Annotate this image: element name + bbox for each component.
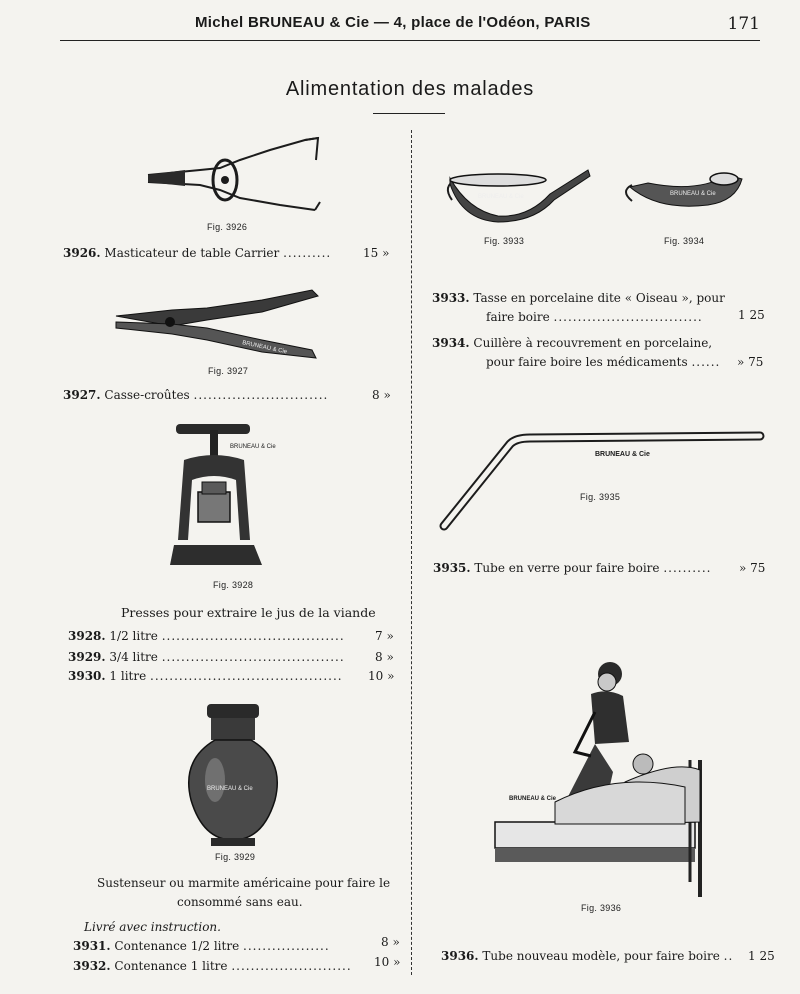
- item-dots: ..........: [283, 246, 332, 260]
- fig-3935-caption: Fig. 3935: [580, 492, 621, 502]
- press-stamp: BRUNEAU & Cie: [230, 444, 276, 450]
- item-3934-price: » 75: [737, 355, 764, 369]
- header-rule: [60, 40, 760, 41]
- item-3927-price: 8 »: [372, 388, 391, 402]
- item-number: 3932.: [73, 959, 111, 973]
- list-item: [68, 669, 343, 683]
- column-divider: [411, 130, 412, 975]
- masticator-illustration: [140, 130, 330, 225]
- item-number: 3926.: [63, 246, 101, 260]
- covered-spoon-illustration: [618, 165, 748, 215]
- page-title: Alimentation des malades: [285, 78, 535, 100]
- meat-press-illustration: [170, 420, 290, 575]
- item-3927: [63, 388, 328, 402]
- item-label-line-1: Tasse en porcelaine dite « Oiseau », pour: [473, 291, 725, 305]
- glass-tube-illustration: [440, 430, 770, 530]
- item-number: 3927.: [63, 388, 101, 402]
- item-3934: [432, 336, 712, 350]
- item-3933: [432, 291, 725, 305]
- fig-3927-caption: Fig. 3927: [208, 366, 249, 376]
- header-text: Michel BRUNEAU & Cie — 4, place de l'Odéon, PARIS: [195, 14, 591, 31]
- item-3935: [433, 561, 712, 575]
- item-number: 3934.: [432, 336, 470, 350]
- nurse-patient-illustration: [495, 652, 720, 902]
- item-dots: ............................: [193, 388, 329, 402]
- item-dots: ..................: [243, 939, 330, 953]
- fig-3929-caption: Fig. 3929: [215, 852, 256, 862]
- item-label: Tube nouveau modèle, pour faire boire: [482, 949, 720, 963]
- item-label: 1/2 litre: [109, 629, 158, 643]
- item-dots: ..: [723, 949, 734, 963]
- sustenseur-illustration: [185, 700, 295, 850]
- fig-3926-caption: Fig. 3926: [207, 222, 248, 232]
- delivery-note: Livré avec instruction.: [84, 920, 221, 934]
- tube-stamp: BRUNEAU & Cie: [595, 451, 650, 458]
- fig-3934-caption: Fig. 3934: [664, 236, 705, 246]
- nutcracker-illustration: [112, 278, 322, 368]
- item-3931: [73, 939, 330, 953]
- item-label: Contenance 1/2 litre: [114, 939, 240, 953]
- item-price: 10 »: [368, 669, 395, 683]
- item-3926-price: 15 »: [363, 246, 390, 260]
- item-3933-price: 1 25: [738, 308, 765, 322]
- fig-3928-caption: Fig. 3928: [213, 580, 254, 590]
- list-item: [68, 629, 345, 643]
- item-dots: ......: [691, 355, 721, 369]
- item-label: Contenance 1 litre: [114, 959, 228, 973]
- item-label-line-2: faire boire: [486, 310, 550, 324]
- nutcracker-stamp: BRUNEAU & Cie: [241, 340, 288, 356]
- item-label: Masticateur de table Carrier: [104, 246, 280, 260]
- item-3936: [441, 949, 733, 963]
- sustenseur-desc-line-1: Sustenseur ou marmite américaine pour faire le: [97, 876, 391, 890]
- item-dots: ...............................: [553, 310, 703, 324]
- item-3926: [63, 246, 331, 260]
- item-number: 3935.: [433, 561, 471, 575]
- item-number: 3929.: [68, 650, 106, 664]
- page-header: [60, 14, 760, 40]
- title-rule: [373, 113, 445, 114]
- bird-cup-illustration: [438, 160, 598, 230]
- page-number: 171: [727, 14, 760, 34]
- item-3935-price: » 75: [739, 561, 766, 575]
- presses-heading: Presses pour extraire le jus de la viande: [121, 605, 376, 620]
- item-label: Casse-croûtes: [104, 388, 190, 402]
- item-label: Tube en verre pour faire boire: [474, 561, 660, 575]
- item-number: 3928.: [68, 629, 106, 643]
- bird-cup-stamp: BRUNEAU & Cie: [478, 194, 524, 200]
- item-label-line-2: pour faire boire les médicaments: [486, 355, 688, 369]
- item-label: 1 litre: [109, 669, 147, 683]
- item-3932: [73, 959, 352, 973]
- item-3931-price: 8 »: [381, 935, 400, 949]
- item-price: 7 »: [375, 629, 394, 643]
- sustenseur-desc-line-2: consommé sans eau.: [177, 895, 303, 909]
- item-3934-cont: [486, 355, 720, 369]
- fig-3933-caption: Fig. 3933: [484, 236, 525, 246]
- item-dots: ......................................: [161, 629, 345, 643]
- item-dots: .........................: [231, 959, 352, 973]
- item-dots: ..........: [663, 561, 712, 575]
- item-3932-price: 10 »: [374, 955, 401, 969]
- item-price: 8 »: [375, 650, 394, 664]
- fig-3936-caption: Fig. 3936: [581, 903, 622, 913]
- item-3933-cont: [486, 310, 703, 324]
- nurse-stamp: BRUNEAU & Cie: [509, 796, 557, 802]
- item-label-line-1: Cuillère à recouvrement en porcelaine,: [473, 336, 713, 350]
- spoon-stamp: BRUNEAU & Cie: [670, 191, 716, 197]
- item-dots: ........................................: [150, 669, 343, 683]
- item-3936-price: 1 25: [748, 949, 775, 963]
- item-number: 3931.: [73, 939, 111, 953]
- item-number: 3936.: [441, 949, 479, 963]
- item-dots: ......................................: [161, 650, 345, 664]
- item-number: 3930.: [68, 669, 106, 683]
- item-number: 3933.: [432, 291, 470, 305]
- list-item: [68, 650, 345, 664]
- item-label: 3/4 litre: [109, 650, 158, 664]
- sustenseur-stamp: BRUNEAU & Cie: [207, 786, 253, 792]
